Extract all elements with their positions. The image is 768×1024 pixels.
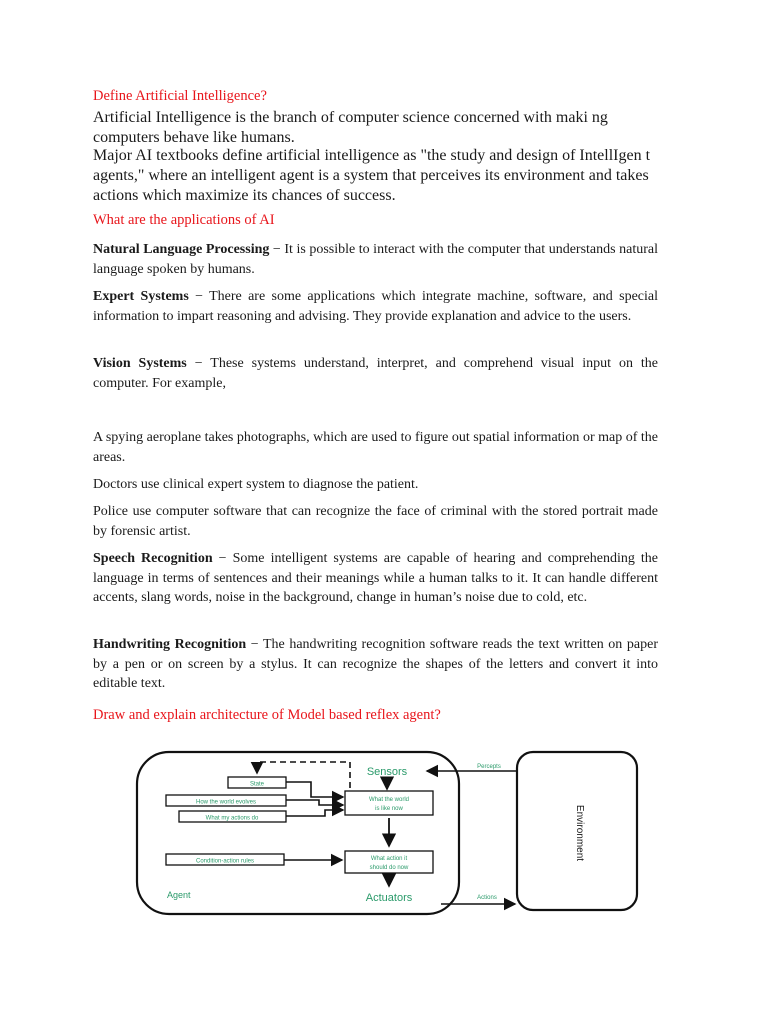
app-handwriting-dash: − [246, 637, 263, 652]
question-model-based-agent: Draw and explain architecture of Model based reflex agent? [93, 707, 441, 723]
app-nlp [93, 240, 658, 279]
actions-do-arrow [286, 810, 343, 816]
app-speech-dash: − [212, 551, 233, 566]
world-now-label-line1: What the world [368, 797, 410, 803]
rules-label: Condition-action rules [195, 858, 255, 865]
percepts-label: Percepts [477, 764, 501, 770]
model-based-agent-diagram [135, 740, 640, 920]
action-now-label-line1: What action it [370, 856, 408, 862]
app-vision-dash: − [186, 356, 211, 371]
diagram-svg [135, 740, 640, 920]
app-nlp-term: Natural Language Processing [93, 242, 270, 257]
ai-definition-paragraph: Artificial Intelligence is the branch of computer science concerned with maki ng computers behave like humans. [93, 109, 608, 146]
app-handwriting-text: The handwriting recognition software reads the text written on paper by a pen or on screen by a stylus. It can recognize the shapes of the letters and convert it into editable text. [93, 637, 658, 691]
vision-example-police: Police use computer software that can recognize the face of criminal with the stored portrait made by forensic artist. [93, 504, 658, 539]
actuators-label: Actuators [365, 892, 413, 904]
question-applications: What are the applications of AI [93, 212, 275, 228]
app-vision-systems [93, 354, 658, 393]
vision-example-doctors: Doctors use clinical expert system to diagnose the patient. [93, 477, 419, 492]
app-speech-recognition [93, 549, 658, 608]
app-vision-term: Vision Systems [93, 356, 187, 371]
app-expert-text: There are some applications which integrate machine, software, and special information to impart reasoning and advising. They provide explanation and advice to the users. [93, 289, 658, 324]
my-actions-label: What my actions do [205, 815, 259, 822]
app-expert-term: Expert Systems [93, 289, 189, 304]
app-nlp-dash: − [269, 242, 285, 257]
action-now-label-line2: should do now [369, 865, 409, 871]
state-arrow [286, 782, 343, 797]
world-evolves-label: How the world evolves [195, 799, 257, 806]
app-vision-text: These systems understand, interpret, and comprehend visual input on the computer. For example, [93, 356, 658, 391]
ai-textbook-definition-paragraph: Major AI textbooks define artificial intelligence as "the study and design of IntellIgen t agents," where an intelligent agent is a system that perceives its environment and takes actions which maximize its chances of success. [93, 147, 651, 204]
app-expert-dash: − [188, 289, 210, 304]
app-nlp-text: It is possible to interact with the computer that understands natural language spoken by humans. [93, 242, 658, 277]
app-speech-term: Speech Recognition [93, 551, 213, 566]
app-handwriting-term: Handwriting Recognition [93, 637, 247, 652]
app-speech-text: Some intelligent systems are capable of hearing and comprehending the language in terms of sentences and their meanings while a human talks to it. It can handle different accents, slang words, noise in the background, change in human’s noise due to cold, etc. [93, 551, 658, 605]
sensors-label: Sensors [366, 766, 408, 778]
evolves-arrow [286, 800, 343, 805]
feedback-dashed-arrow [257, 762, 350, 788]
agent-label: Agent [167, 890, 191, 900]
app-handwriting-recognition [93, 635, 658, 694]
environment-label: Environment [574, 804, 585, 862]
question-define-ai: Define Artificial Intelligence? [93, 88, 267, 104]
world-now-label-line2: is like now [375, 806, 403, 812]
actions-label: Actions [477, 895, 497, 901]
state-label: State [249, 781, 265, 788]
app-expert-systems [93, 287, 658, 326]
vision-example-aeroplane: A spying aeroplane takes photographs, which are used to figure out spatial information or map of the areas. [93, 430, 658, 465]
